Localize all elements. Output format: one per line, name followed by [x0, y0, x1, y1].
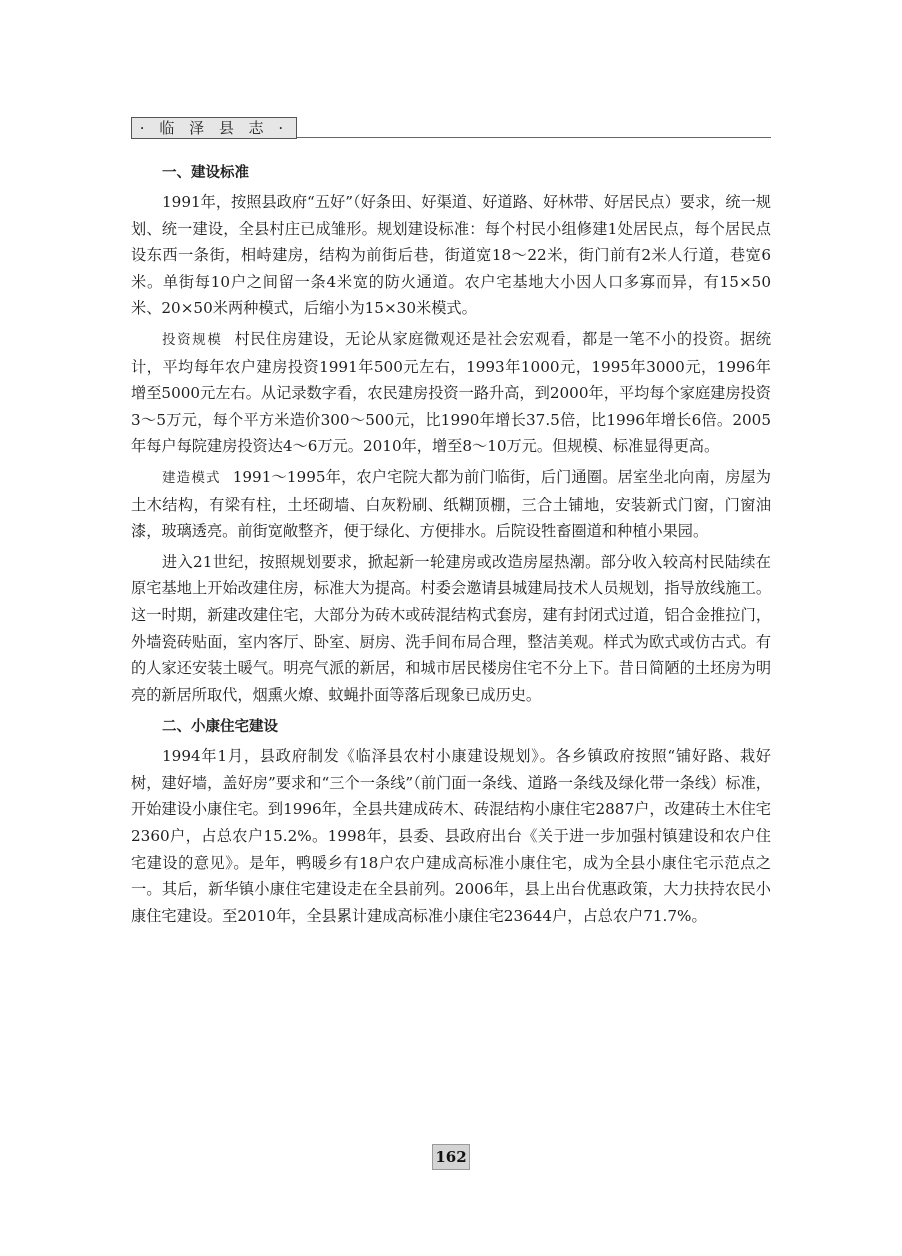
header-rule — [297, 137, 771, 138]
page-body — [131, 158, 771, 929]
section-heading-xiaokang-housing: 二、小康住宅建设 — [162, 719, 278, 736]
paragraph-xiaokang-housing: 1994年1月，县政府制发《临泽县农村小康建设规划》。各乡镇政府按照“铺好路、栽好树，建好墙，盖好房”要求和“三个一条线”（前门面一条线、道路一条线及绿化带一条线）标准，开始建设小康住宅。到1996年，全县共建成砖木、砖混结构小康住宅2887户，改建砖土木住宅2360户，占总农户15.2%。1998年，县委、县政府出台《关于进一步加强村镇建设和农户住宅建设的意见》。是年，鸭暖乡有18户农户建成高标准小康住宅，成为全县小康住宅示范点之一。其后，新华镇小康住宅建设走在全县前列。2006年，县上出台优惠政策，大力扶持农民小康住宅建设。至2010年，全县累计建成高标准小康住宅23644户，占总农户71.7%。 — [131, 747, 771, 925]
paragraph-text: 村民住房建设，无论从家庭微观还是社会宏观看，都是一笔不小的投资。据统计，平均每年农户建房投资1991年500元左右，1993年1000元，1995年3000元，1996年增至5000元左右。从记录数字看，农民建房投资一路升高，到2000年，平均每个家庭建房投资3～5万元，每个平方米造价300～500元，比1990年增长37.5倍，比1996年增长6倍。2005年每户每院建房投资达4～6万元。2010年，增至8～10万元。但规模、标准显得更高。 — [131, 329, 772, 456]
paragraph-planning-standards: 1991年，按照县政府“五好”（好条田、好渠道、好道路、好林带、好居民点）要求，统一规划、统一建设，全县村庄已成雏形。规划建设标准：每个村民小组修建1处居民点，每个居民点设东西一条街，相峙建房，结构为前街后巷，街道宽18～22米，街门前有2米人行道，巷宽6米。单街每10户之间留一条4米宽的防火通道。农户宅基地大小因人口多寡而异，有15×50米、20×50米两种模式，后缩小为15×30米模式。 — [131, 193, 771, 318]
paragraph-21st-century: 进入21世纪，按照规划要求，掀起新一轮建房或改造房屋热潮。部分收入较高村民陆续在原宅基地上开始改建住房，标准大为提高。村委会邀请县城建局技术人员规划，指导放线施工。这一时期，新建改建住宅，大部分为砖木或砖混结构式套房，建有封闭式过道，铝合金推拉门，外墙瓷砖贴面，室内客厅、卧室、厨房、洗手间布局合理，整洁美观。样式为欧式或仿古式。有的人家还安装土暖气。明亮气派的新居，和城市居民楼房住宅不分上下。昔日简陋的土坯房为明亮的新居所取代，烟熏火燎、蚊蝇扑面等落后现象已成历史。 — [131, 552, 771, 704]
runin-label-construction-mode: 建造模式 — [162, 469, 221, 486]
runin-label-investment-scale: 投资规模 — [162, 331, 223, 348]
header-title: · 临 泽 县 志 · — [131, 117, 297, 139]
section-heading-construction-standards: 一、建设标准 — [162, 165, 249, 181]
running-header — [131, 117, 771, 141]
paragraph-construction-mode — [131, 464, 771, 545]
paragraph-investment-scale — [131, 326, 771, 460]
page-number: 162 — [432, 1144, 470, 1170]
paragraph-text: 1991～1995年，农户宅院大都为前门临街，后门通圈。居室坐北向南，房屋为土木结构，有梁有柱，土坯砌墙、白灰粉刷、纸糊顶棚，三合土铺地，安装新式门窗，门窗油漆，玻璃透亮。前街宽敞整齐，便于绿化、方便排水。后院设牲畜圈道和种植小果园。 — [131, 467, 771, 541]
